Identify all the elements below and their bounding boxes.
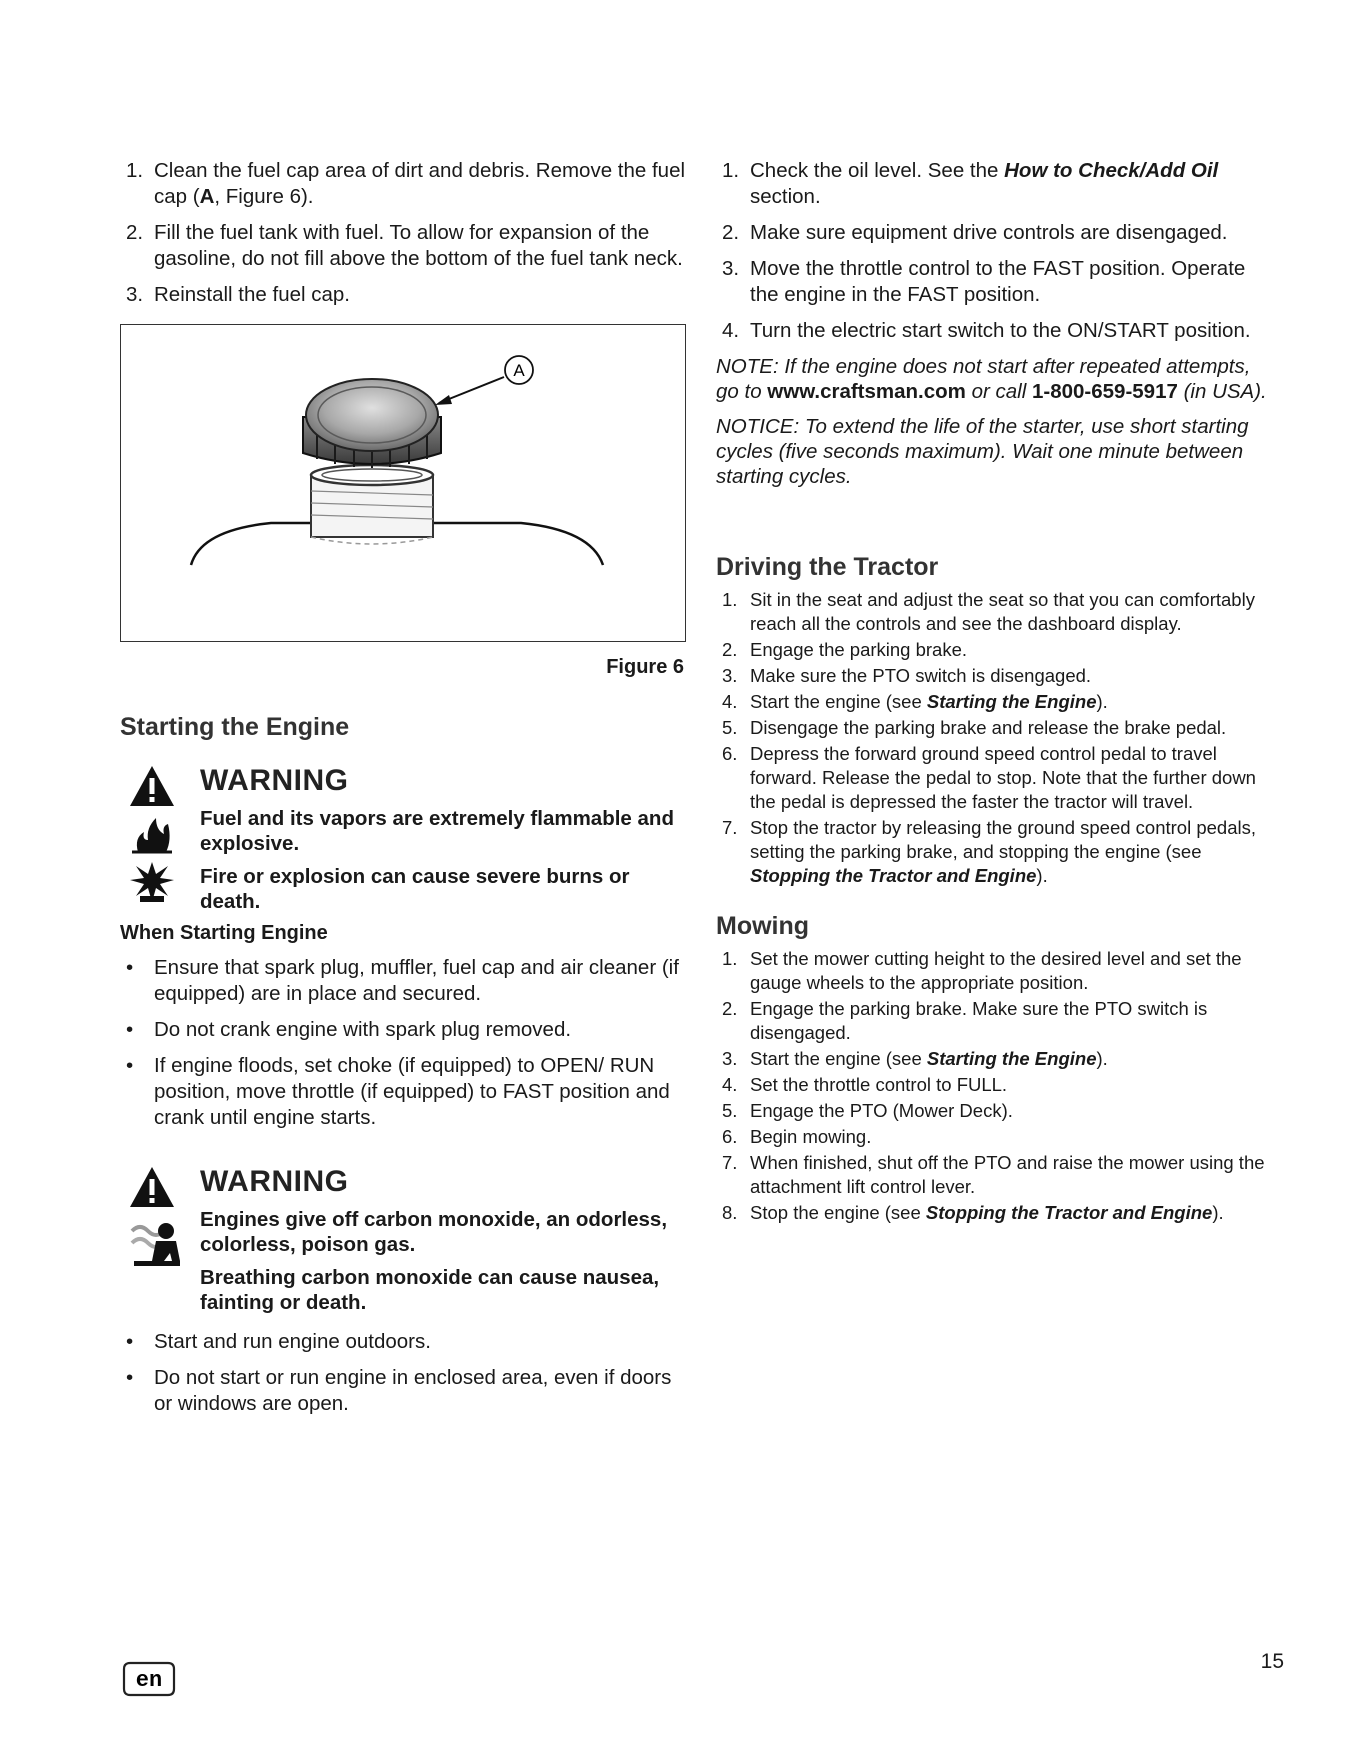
mowing-heading: Mowing — [716, 912, 810, 940]
driving-tractor-heading: Driving the Tractor — [716, 553, 939, 581]
text-run: Disengage the parking brake and release the brake pedal. — [750, 717, 1227, 738]
warning-fuel-block — [120, 764, 686, 914]
warning-fuel-title: WARNING — [200, 764, 349, 797]
list-number: 6. — [722, 743, 738, 764]
bullet-icon: • — [126, 1330, 134, 1353]
text-run: When finished, shut off the PTO and raise the mower using the attachment lift control lever. — [750, 1152, 1265, 1197]
list-number: 2. — [126, 221, 144, 244]
list-item — [716, 1151, 1276, 1199]
list-number: 3. — [722, 665, 738, 686]
warning-co-line-2: Breathing carbon monoxide can cause nausea, fainting or death. — [200, 1266, 660, 1314]
notice-paragraph: NOTICE: To extend the life of the starter, use short starting cycles (five seconds maximum). Wait one minute between starting cycles. — [716, 415, 1249, 488]
text-run: , Figure 6). — [214, 185, 314, 208]
warning-co-icons — [128, 1165, 184, 1273]
text-run: Stop the engine (see — [750, 1202, 926, 1223]
language-badge-text: en — [135, 1668, 163, 1693]
list-item — [716, 318, 1276, 344]
list-number: 2. — [722, 221, 740, 244]
text-run: Begin mowing. — [750, 1126, 872, 1147]
list-number: 2. — [722, 998, 738, 1019]
list-item — [716, 588, 1276, 636]
bullet-item — [120, 1329, 686, 1355]
text-run: Fill the fuel tank with fuel. To allow for expansion of the gasoline, do not fill above the bottom of the fuel tank neck. — [154, 221, 683, 270]
text-run: 1-800-659-5917 — [1031, 380, 1178, 403]
bullet-item — [120, 1053, 686, 1131]
list-item — [716, 1201, 1276, 1225]
note-paragraph — [716, 354, 1276, 404]
bullet-icon: • — [126, 1366, 134, 1389]
bullet-item — [120, 1017, 686, 1043]
warning-co-block — [120, 1165, 686, 1315]
when-starting-bullets — [120, 955, 686, 1131]
list-number: 7. — [722, 817, 738, 838]
list-number: 3. — [722, 1048, 738, 1069]
bullet-icon: • — [126, 956, 134, 979]
list-number: 1. — [722, 589, 738, 610]
text-run: Sit in the seat and adjust the seat so that you can comfortably reach all the controls and see the dashboard display. — [750, 589, 1255, 634]
figure-6-box — [120, 324, 686, 642]
bullet-text: Do not crank engine with spark plug removed. — [154, 1018, 572, 1041]
text-run: ). — [1036, 865, 1048, 886]
text-run: Reinstall the fuel cap. — [154, 283, 351, 306]
when-starting-heading: When Starting Engine — [120, 922, 328, 944]
bullet-text: Start and run engine outdoors. — [154, 1330, 431, 1353]
text-run: Check the oil level. See the — [750, 159, 1005, 182]
right-column — [716, 158, 1276, 1227]
list-number: 4. — [722, 319, 740, 342]
text-run: Make sure equipment drive controls are disengaged. — [750, 221, 1228, 244]
list-number: 1. — [722, 159, 740, 182]
text-run: Engage the parking brake. Make sure the PTO switch is disengaged. — [750, 998, 1208, 1043]
text-run: ). — [1212, 1202, 1224, 1223]
text-run: Depress the forward ground speed control pedal to travel forward. Release the pedal to stop. Note that the further down the pedal is depressed the faster the tractor will travel. — [750, 743, 1256, 812]
text-run: Clean the fuel cap area of dirt and debris. Remove the fuel cap ( — [154, 159, 686, 208]
list-number: 4. — [722, 1074, 738, 1095]
toxic-fumes-icon — [128, 1217, 184, 1273]
warning-fuel-line-1: Fuel and its vapors are extremely flammable and explosive. — [200, 807, 674, 855]
list-item — [120, 220, 686, 272]
fuel-cap-illustration — [121, 325, 684, 640]
list-item — [716, 1125, 1276, 1149]
text-run: Stopping the Tractor and Engine — [750, 865, 1037, 886]
list-number: 3. — [126, 283, 144, 306]
left-column — [120, 158, 686, 1427]
text-run: Set the mower cutting height to the desired level and set the gauge wheels to the appropriate position. — [750, 948, 1242, 993]
driving-steps-list — [716, 588, 1276, 888]
list-item — [716, 947, 1276, 995]
bullet-text: Ensure that spark plug, muffler, fuel cap and air cleaner (if equipped) are in place and secured. — [154, 956, 679, 1005]
fire-hazard-icon — [128, 814, 176, 854]
bullet-icon: • — [126, 1018, 134, 1041]
bullet-icon: • — [126, 1054, 134, 1077]
list-item — [716, 742, 1276, 814]
list-number: 5. — [722, 717, 738, 738]
text-run: Start the engine (see — [750, 691, 927, 712]
warning-fuel-icons — [128, 764, 184, 904]
warning-triangle-icon — [128, 764, 176, 808]
text-run: Engage the parking brake. — [750, 639, 968, 660]
list-item — [716, 1047, 1276, 1071]
list-number: 8. — [722, 1202, 738, 1223]
text-run: (in USA). — [1177, 380, 1267, 403]
text-run: Make sure the PTO switch is disengaged. — [750, 665, 1092, 686]
bullet-item — [120, 1365, 686, 1417]
warning-co-title: WARNING — [200, 1165, 349, 1198]
list-item — [716, 997, 1276, 1045]
text-run: ). — [1096, 1048, 1108, 1069]
text-run: Stopping the Tractor and Engine — [925, 1202, 1213, 1223]
text-run: www.craftsman.com — [767, 380, 966, 403]
list-number: 7. — [722, 1152, 738, 1173]
text-run: Stop the tractor by releasing the ground speed control pedals, setting the parking brake, and stopping the engine (see — [750, 817, 1256, 862]
list-item — [716, 1099, 1276, 1123]
list-item — [716, 816, 1276, 888]
text-run: Starting the Engine — [926, 691, 1097, 712]
list-number: 6. — [722, 1126, 738, 1147]
text-run: Move the throttle control to the FAST position. Operate the engine in the FAST position. — [750, 257, 1246, 306]
text-run: Engage the PTO (Mower Deck). — [750, 1100, 1013, 1121]
figure-callout-label: A — [513, 361, 525, 380]
bullet-text: Do not start or run engine in enclosed area, even if doors or windows are open. — [154, 1366, 672, 1415]
mowing-steps-list — [716, 947, 1276, 1225]
language-badge-icon — [120, 1659, 178, 1699]
list-number: 1. — [126, 159, 144, 182]
warning-triangle-icon — [128, 1165, 176, 1209]
list-number: 2. — [722, 639, 738, 660]
text-run: How to Check/Add Oil — [1004, 159, 1219, 182]
list-number: 3. — [722, 257, 740, 280]
list-number: 5. — [722, 1100, 738, 1121]
list-item — [716, 256, 1276, 308]
text-run: Starting the Engine — [926, 1048, 1097, 1069]
list-item — [716, 638, 1276, 662]
list-item — [120, 158, 686, 210]
text-run: or call — [965, 380, 1032, 403]
fuel-steps-list — [120, 158, 686, 308]
text-run: Set the throttle control to FULL. — [750, 1074, 1008, 1095]
text-run: ). — [1096, 691, 1108, 712]
bullet-text: If engine floods, set choke (if equipped) to OPEN/ RUN position, move throttle (if equipped) to FAST position and crank until engine starts. — [154, 1054, 670, 1129]
warning-fuel-line-2: Fire or explosion can cause severe burns or death. — [200, 865, 630, 913]
start-engine-steps-list — [716, 158, 1276, 344]
list-item — [716, 690, 1276, 714]
text-run: Turn the electric start switch to the ON/START position. — [750, 319, 1251, 342]
list-item — [716, 1073, 1276, 1097]
page-number: 15 — [1260, 1650, 1284, 1673]
list-number: 4. — [722, 691, 738, 712]
list-item — [120, 282, 686, 308]
list-item — [716, 158, 1276, 210]
figure-caption: Figure 6 — [606, 656, 684, 678]
list-item — [716, 664, 1276, 688]
list-item — [716, 716, 1276, 740]
bullet-item — [120, 955, 686, 1007]
co-safety-bullets — [120, 1329, 686, 1417]
text-run: Start the engine (see — [750, 1048, 927, 1069]
list-item — [716, 220, 1276, 246]
warning-co-line-1: Engines give off carbon monoxide, an odorless, colorless, poison gas. — [200, 1208, 668, 1256]
starting-engine-heading: Starting the Engine — [120, 713, 350, 741]
text-run: A — [199, 185, 215, 208]
text-run: section. — [750, 185, 821, 208]
list-number: 1. — [722, 948, 738, 969]
explosion-hazard-icon — [128, 860, 176, 904]
text-run: NOTE: If the engine does not start after repeated attempts, go to — [716, 355, 1251, 403]
